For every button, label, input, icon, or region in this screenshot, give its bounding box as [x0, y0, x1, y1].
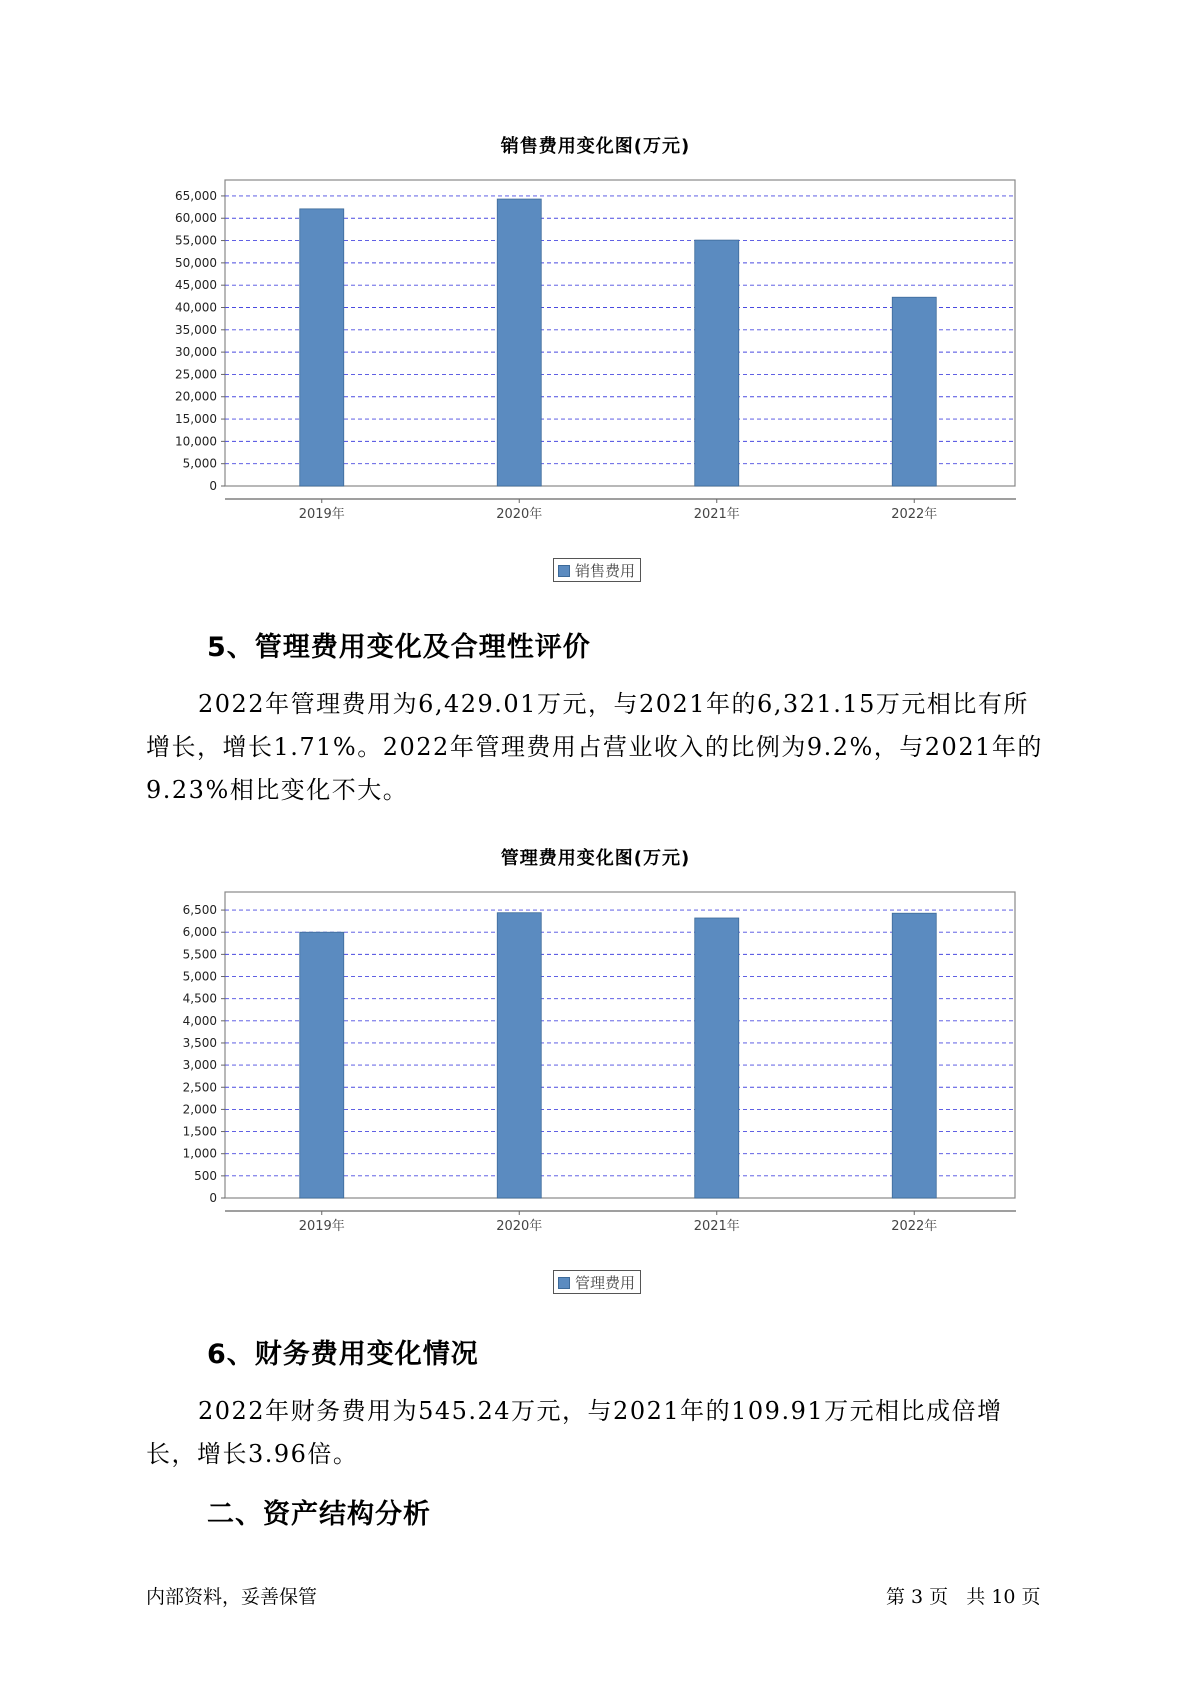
y-tick-label: 35,000	[175, 322, 217, 337]
x-tick-label: 2021年	[693, 507, 740, 522]
y-tick-label: 2,500	[182, 1080, 217, 1095]
sales-expense-chart	[0, 170, 1191, 522]
y-tick-label: 65,000	[175, 188, 217, 203]
x-tick-label: 2022年	[891, 507, 938, 522]
y-tick-label: 60,000	[175, 211, 217, 226]
mgmt-expense-paragraph	[146, 683, 1046, 812]
y-tick-label: 20,000	[175, 389, 217, 404]
bar	[695, 240, 739, 486]
bar	[497, 913, 541, 1198]
mgmt-chart-legend	[553, 1270, 641, 1294]
y-tick-label: 5,000	[182, 456, 217, 471]
y-tick-label: 6,000	[182, 925, 217, 940]
y-tick-label: 4,000	[182, 1013, 217, 1028]
sales-chart-legend	[553, 558, 641, 582]
y-tick-label: 1,500	[182, 1124, 217, 1139]
asset-structure-heading: 二、资产结构分析	[207, 1499, 431, 1530]
bar	[497, 199, 541, 486]
x-tick-label: 2020年	[496, 1219, 543, 1234]
y-tick-label: 500	[194, 1168, 217, 1183]
mgmt-chart-title: 管理费用变化图(万元)	[500, 848, 691, 869]
y-tick-label: 55,000	[175, 233, 217, 248]
mgmt-expense-heading: 5、管理费用变化及合理性评价	[207, 632, 591, 663]
y-tick-label: 0	[209, 479, 217, 493]
legend-swatch	[558, 1277, 570, 1289]
footer-confidential: 内部资料，妥善保管	[146, 1586, 318, 1608]
y-tick-label: 40,000	[175, 300, 217, 315]
legend-label: 管理费用	[575, 1274, 636, 1292]
y-tick-label: 30,000	[175, 345, 217, 360]
bar	[695, 918, 739, 1198]
y-tick-label: 2,000	[182, 1102, 217, 1117]
x-tick-label: 2021年	[693, 1219, 740, 1234]
finance-expense-paragraph	[146, 1390, 1046, 1476]
y-tick-label: 50,000	[175, 255, 217, 270]
bar	[892, 297, 936, 486]
y-tick-label: 15,000	[175, 412, 217, 427]
footer-page-number: 第 3 页 共 10 页	[886, 1586, 1041, 1608]
finance-expense-text: 2022年财务费用为545.24万元，与2021年的109.91万元相比成倍增长，增长3.96倍。	[146, 1397, 1003, 1468]
x-tick-label: 2020年	[496, 507, 543, 522]
sales-chart-title: 销售费用变化图(万元)	[500, 136, 691, 157]
mgmt-expense-text: 2022年管理费用为6,429.01万元，与2021年的6,321.15万元相比有所增长，增长1.71%。2022年管理费用占营业收入的比例为9.2%，与2021年的9.23%相比变化不大。	[146, 690, 1043, 804]
finance-expense-heading: 6、财务费用变化情况	[207, 1339, 479, 1370]
y-tick-label: 0	[209, 1191, 217, 1205]
bar	[892, 913, 936, 1198]
y-tick-label: 3,000	[182, 1058, 217, 1073]
y-tick-label: 5,000	[182, 969, 217, 984]
legend-swatch	[558, 565, 570, 577]
mgmt-expense-chart	[0, 882, 1191, 1234]
bar	[300, 932, 344, 1198]
y-tick-label: 45,000	[175, 278, 217, 293]
y-tick-label: 4,500	[182, 991, 217, 1006]
x-tick-label: 2019年	[298, 507, 345, 522]
x-tick-label: 2019年	[298, 1219, 345, 1234]
legend-label: 销售费用	[575, 562, 636, 580]
y-tick-label: 10,000	[175, 434, 217, 449]
x-tick-label: 2022年	[891, 1219, 938, 1234]
y-tick-label: 1,000	[182, 1146, 217, 1161]
y-tick-label: 25,000	[175, 367, 217, 382]
y-tick-label: 3,500	[182, 1035, 217, 1050]
y-tick-label: 5,500	[182, 947, 217, 962]
y-tick-label: 6,500	[182, 903, 217, 918]
bar	[300, 209, 344, 486]
